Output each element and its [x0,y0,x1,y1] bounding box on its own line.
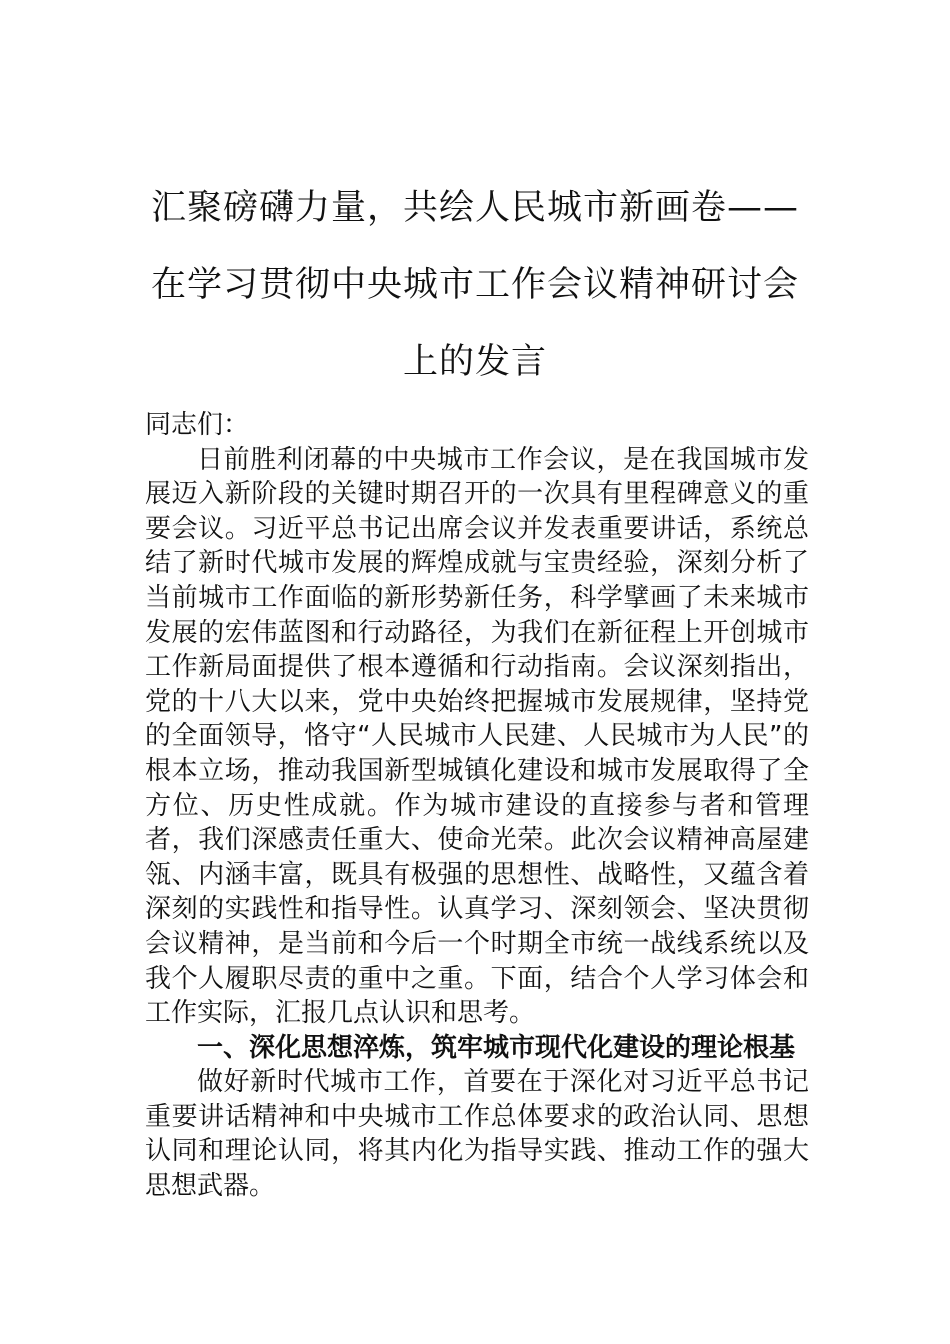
section-paragraph: 做好新时代城市工作，首要在于深化对习近平总书记重要讲话精神和中央城市工作总体要求的政治认同、思想认同和理论认同，将其内化为指导实践、推动工作的强大思想武器。 [145,1067,809,1202]
title-line: 上的发言 [402,342,547,382]
section-heading: 一、深化思想淬炼，筑牢城市现代化建设的理论根基 [197,1032,796,1063]
document-title [140,170,810,401]
intro-paragraph: 日前胜利闭幕的中央城市工作会议，是在我国城市发展迈入新阶段的关键时期召开的一次具有里程碑意义的重要会议。习近平总书记出席会议并发表重要讲话，系统总结了新时代城市发展的辉煌成就与宝贵经验，深刻分析了当前城市工作面临的新形势新任务，科学擘画了未来城市发展的宏伟蓝图和行动路径，为我们在新征程上开创城市工作新局面提供了根本遵循和行动指南。会议深刻指出，党的十八大以来，党中央始终把握城市发展规律，坚持党的全面领导，恪守“人民城市人民建、人民城市为人民”的根本立场，推动我国新型城镇化建设和城市发展取得了全方位、历史性成就。作为城市建设的直接参与者和管理者，我们深感责任重大、使命光荣。此次会议精神高屋建瓴、内涵丰富，既具有极强的思想性、战略性，又蕴含着深刻的实践性和指导性。认真学习、深刻领会、坚决贯彻会议精神，是当前和今后一个时期全市统一战线系统以及我个人履职尽责的重中之重。下面，结合个人学习体会和工作实际，汇报几点认识和思考。 [145,444,809,1029]
salutation: 同志们： [145,410,250,440]
document-body [145,408,809,1204]
title-line: 汇聚磅礴力量，共绘人民城市新画卷—— [150,188,799,228]
title-line: 在学习贯彻中央城市工作会议精神研讨会 [150,265,799,305]
